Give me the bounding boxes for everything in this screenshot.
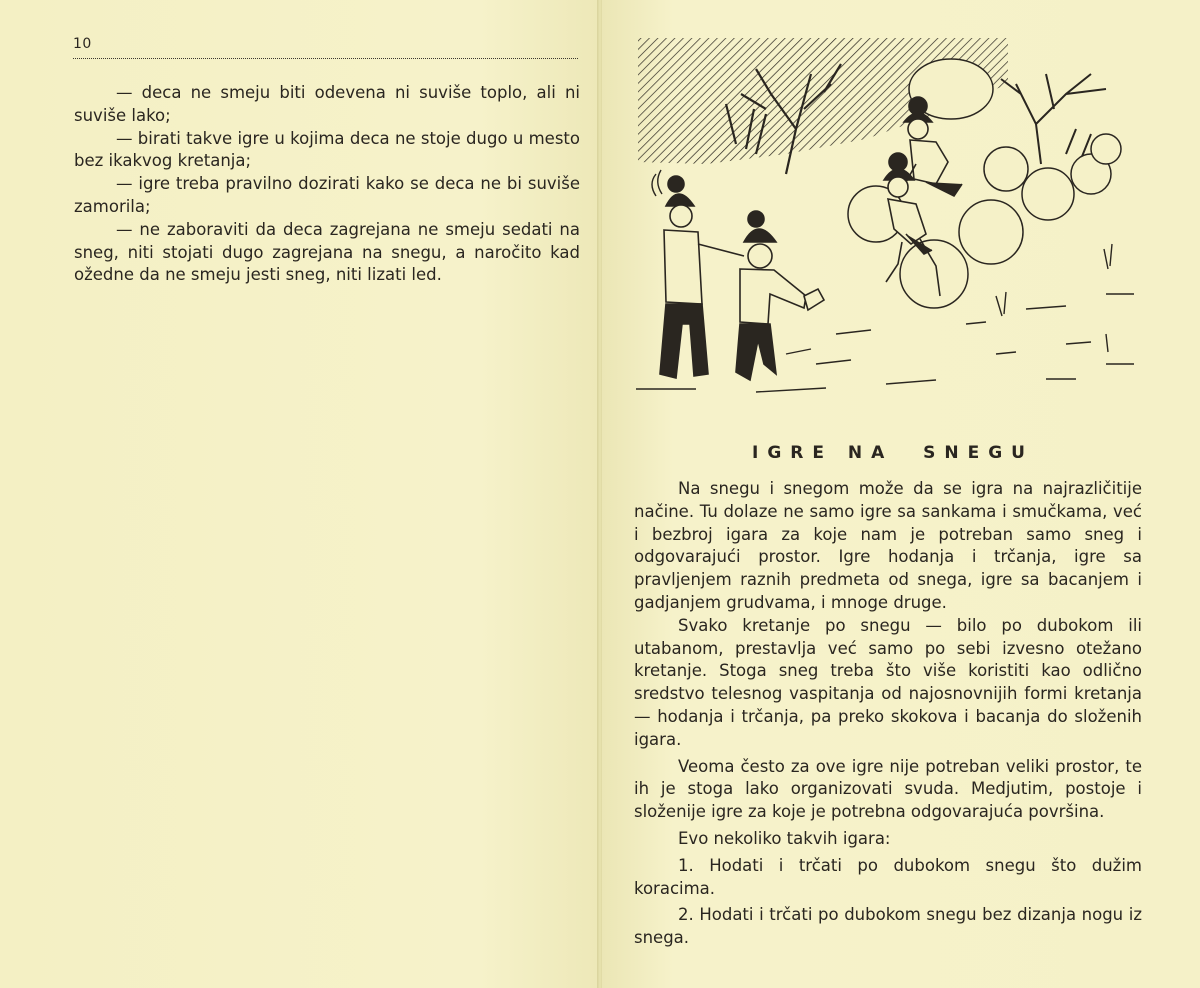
child-figure — [736, 211, 824, 380]
right-page-text — [634, 478, 1142, 950]
left-page — [0, 0, 598, 988]
paragraph: Veoma često za ove igre nije potreban veliki prostor, te ih je stoga lako organizovati svuda. Medjutim, postoje i složenije igre za koje je potrebna odgovarajuća površina. — [634, 756, 1142, 822]
paragraph: — ne zaboraviti da deca zagrejana ne smeju sedati na sneg, niti stojati dugo zagrejana na snegu, a naročito kad ožedne da ne smeju jesti sneg, niti lizati led. — [74, 219, 580, 285]
section-heading: IGRE NA SNEGU — [752, 443, 1034, 463]
paragraph: — deca ne smeju biti odevena ni suviše toplo, ali ni suviše lako; — [74, 83, 580, 125]
paragraph: — igre treba pravilno dozirati kako se deca ne bi suviše zamorila; — [74, 174, 580, 216]
paragraph: Na snegu i snegom može da se igra na najrazličitije načine. Tu dolaze ne samo igre sa sankama i smučkama, već i bezbroj igara za koje nam je potreban samo sneg i odgovarajući prostor. Igre hodanja i trčanja, igre sa pravljenjem raznih predmeta od snega, igre sa bacanjem i gadjanjem grudvama, i mnoge druge. — [634, 479, 1142, 612]
paragraph: Svako kretanje po snegu — bilo po dubokom ili utabanom, prestavlja već samo po sebi izvesno otežano kretanje. Stoga sneg treba što više koristiti kao odlično sredstvo telesnog vaspitanja od najosnovnijih formi kretanja — hodanja i trčanja, pa preko skokova i bacanja do složenih igara. — [634, 615, 1142, 749]
left-page-text — [74, 82, 580, 287]
list-item: 2. Hodati i trčati po dubokom snegu bez dizanja nogu iz snega. — [634, 905, 1142, 948]
paragraph: Evo nekoliko takvih igara: — [678, 828, 891, 848]
list-item: 1. Hodati i trčati po dubokom snegu što dužim koracima. — [634, 855, 1142, 898]
right-page — [602, 0, 1200, 988]
header-rule — [73, 58, 578, 59]
children-rolling-snowballs-illustration — [636, 34, 1136, 402]
paragraph: — birati takve igre u kojima deca ne stoje dugo u mesto bez ikakvog kretanja; — [74, 128, 580, 171]
page-number: 10 — [73, 36, 92, 52]
child-figure — [660, 176, 744, 378]
